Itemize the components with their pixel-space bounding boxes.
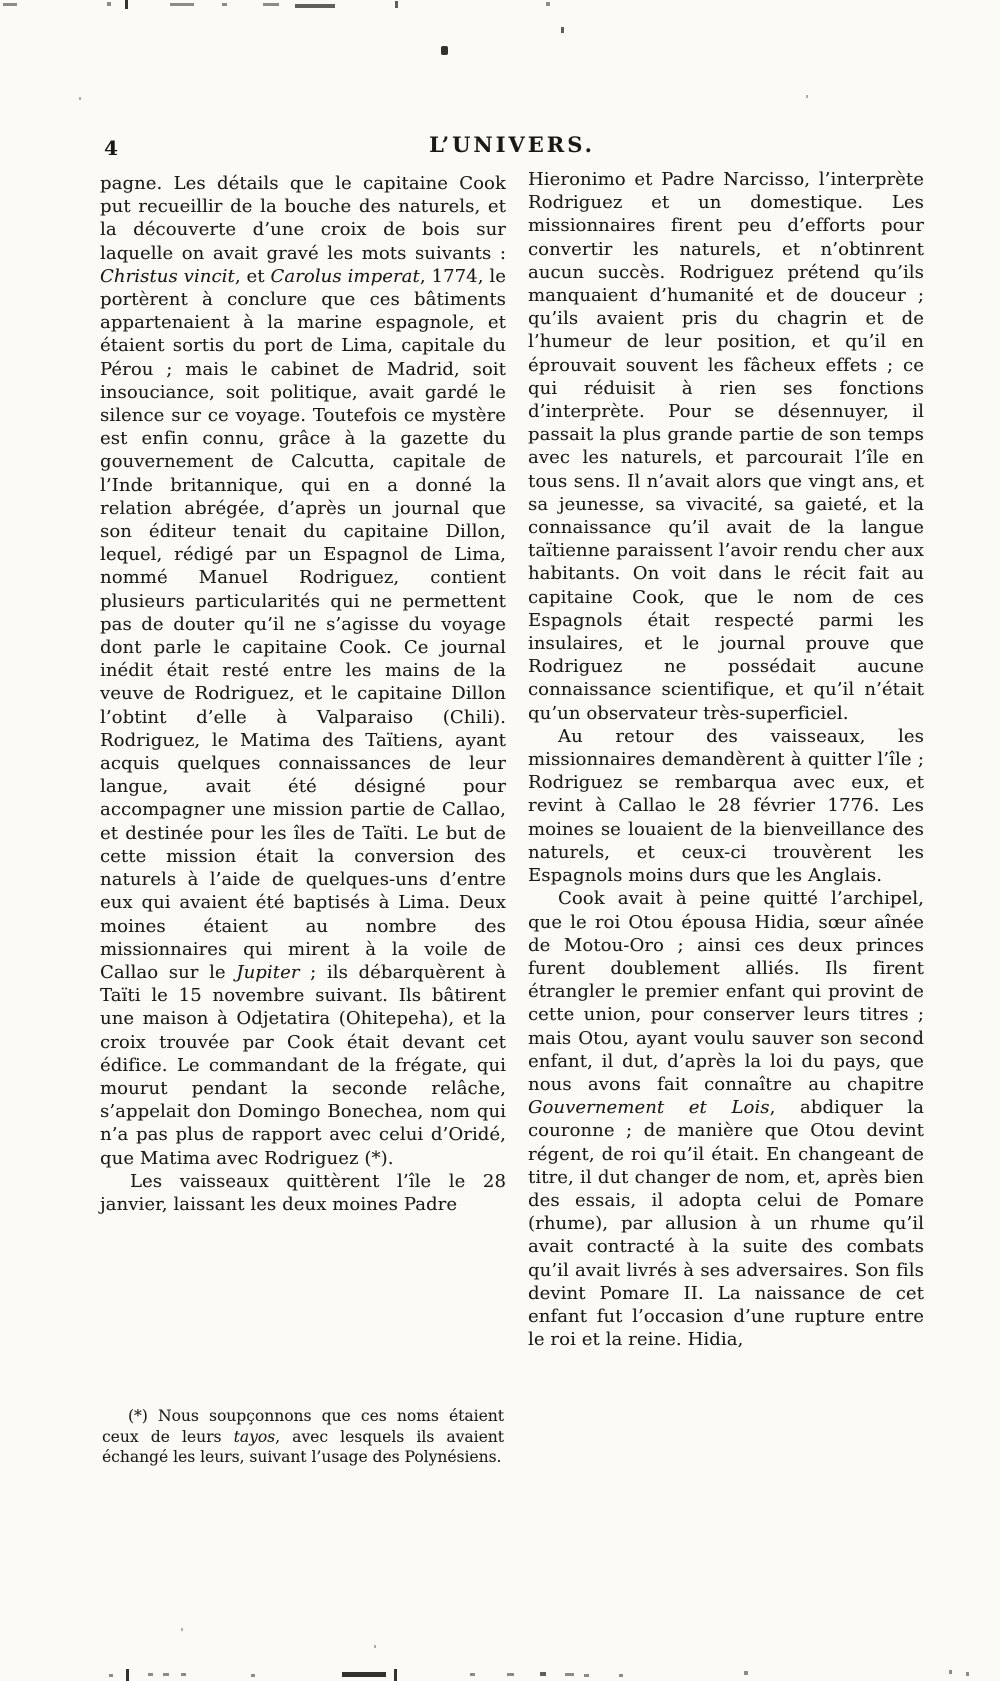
paragraph: Au retour des vaisseaux, les missionnaires demandèrent à quitter l’île ; Rodriguez se rembarqua avec eux, et revint à Callao le 28 février 1776. Les moines se louaient de la bienveillance des naturels, et ceux-ci trouvèrent les Espagnols moins durs que les Anglais. <box>528 725 924 887</box>
scan-artifact <box>170 3 194 6</box>
page-number: 4 <box>104 136 118 160</box>
right-text-column <box>528 168 924 1351</box>
paragraph: Hieronimo et Padre Narcisso, l’interprète Rodriguez et un domestique. Les missionnaires firent peu d’efforts pour convertir les naturels, et n’obtinrent aucun succès. Rodriguez prétend qu’ils manquaient d’humanité et de douceur ; qu’ils avaient pris du chagrin et de l’humeur de leur position, et qu’il en éprouvait souvent les fâcheux effets ; ce qui réduisit à rien ses fonctions d’interprète. Pour se désennuyer, il passait la plus grande partie de son temps avec les naturels, et parcourait l’île en tous sens. Il n’avait alors que vingt ans, et sa jeunesse, sa vivacité, sa gaieté, et la connaissance qu’il avait de la langue taïtienne paraissent l’avoir rendu cher aux habitants. On voit dans le récit fait au capitaine Cook, que le nom de ces Espagnols était respecté parmi les insulaires, et le journal prouve que Rodriguez ne possédait aucune connaissance scientifique, et qu’il n’était qu’un observateur très-superficiel. <box>528 169 924 724</box>
paragraph: Cook avait à peine quitté l’archipel, que le roi Otou épousa Hidia, sœur aînée de Motou-Oro ; ainsi ces deux princes furent doublement alliés. Ils firent étrangler le premier enfant qui provint de cette union, pour conserver leurs titres ; mais Otou, ayant voulu sauver son second enfant, il dut, d’après la loi du pays, que nous avons fait connaître au chapitre Gouvernement et Lois, abdiquer la couronne ; de manière que Otou devint régent, de roi qu’il était. En changeant de titre, il dut changer de nom, et, après bien des essais, il adopta celui de Pomare (rhume), par allusion à un rhume qu’il avait contracté à la suite des combats qu’il avait livrés à ses adversaires. Son fils devint Pomare II. La naissance de cet enfant fut l’occasion d’une rupture entre le roi et la reine. Hidia, <box>528 888 924 1351</box>
scan-artifact <box>949 1670 952 1674</box>
running-header <box>100 130 924 164</box>
scan-artifact <box>163 1673 169 1676</box>
scan-artifact <box>584 1674 589 1677</box>
scan-artifact <box>441 46 448 55</box>
scan-artifact <box>374 1645 376 1648</box>
left-text-column <box>100 172 506 1216</box>
scan-artifact <box>540 1672 546 1676</box>
scan-artifact <box>251 1674 255 1677</box>
scan-artifact <box>546 2 550 6</box>
scan-artifact <box>3 3 17 6</box>
scan-artifact <box>744 1671 748 1675</box>
scan-artifact <box>619 1674 623 1677</box>
scan-artifact <box>263 3 279 6</box>
scan-artifact <box>295 4 335 8</box>
scan-artifact <box>79 97 81 100</box>
paragraph: Les vaisseaux quittèrent l’île le 28 janvier, laissant les deux moines Padre <box>100 1170 506 1215</box>
scan-artifact <box>148 1673 153 1676</box>
scan-artifact <box>342 1672 386 1677</box>
scan-artifact <box>394 1669 397 1681</box>
footnote-text: (*) Nous soupçonnons que ces noms étaient ceux de leurs tayos, avec lesquels ils avaient échangé les leurs, suivant l’usage des Polynésiens. <box>102 1407 504 1466</box>
scan-artifact <box>565 1673 574 1676</box>
footnote <box>102 1406 504 1468</box>
scan-artifact <box>125 0 128 9</box>
running-title: L’UNIVERS. <box>429 132 595 157</box>
scan-artifact <box>126 1669 129 1681</box>
scan-artifact <box>181 1673 186 1676</box>
scan-artifact <box>561 27 564 33</box>
paragraph: pagne. Les détails que le capitaine Cook put recueillir de la bouche des naturels, et la découverte d’une croix de bois sur laquelle on avait gravé les mots suivants : Christus vincit, et Carolus imperat, 1774, le portèrent à conclure que ces bâtiments appartenaient à la marine espagnole, et étaient sortis du port de Lima, capitale du Pérou ; mais le cabinet de Madrid, soit insouciance, soit politique, avait gardé le silence sur ce voyage. Toutefois ce mystère est enfin connu, grâce à la gazette du gouvernement de Calcutta, capitale de l’Inde britannique, qui en a donné la relation abrégée, d’après un journal que son éditeur tenait du capitaine Dillon, lequel, rédigé par un Espagnol de Lima, nommé Manuel Rodriguez, contient plusieurs particularités qui ne permettent pas de douter qu’il ne s’agisse du voyage dont parle le capitaine Cook. Ce journal inédit était resté entre les mains de la veuve de Rodriguez, et le capitaine Dillon l’obtint d’elle à Valparaiso (Chili). Rodriguez, le Matima des Taïtiens, ayant acquis quelques connaissances de leur langue, avait été désigné pour accompagner une mission partie de Callao, et destinée pour les îles de Taïti. Le but de cette mission était la conversion des naturels à l’aide de quelques-uns d’entre eux qui avaient été baptisés à Lima. Deux moines étaient au nombre des missionnaires qui mirent à la voile de Callao sur le Jupiter ; ils débarquèrent à Taïti le 15 novembre suivant. Ils bâtirent une maison à Odjetatira (Ohitepeha), et la croix trouvée par Cook était devant cet édifice. Le commandant de la frégate, qui mourut pendant la seconde relâche, s’appelait don Domingo Bonechea, nom qui n’a pas plus de rapport avec celui d’Oridé, que Matima avec Rodriguez (*). <box>100 173 507 1169</box>
scan-artifact <box>109 1674 113 1677</box>
scan-artifact <box>107 2 111 6</box>
scan-artifact <box>181 1628 183 1631</box>
scan-artifact <box>222 3 227 6</box>
scan-artifact <box>470 1673 475 1676</box>
scan-artifact <box>507 1673 514 1676</box>
scan-artifact <box>395 1 398 8</box>
scan-artifact <box>966 1672 969 1676</box>
scan-artifact <box>806 95 808 98</box>
